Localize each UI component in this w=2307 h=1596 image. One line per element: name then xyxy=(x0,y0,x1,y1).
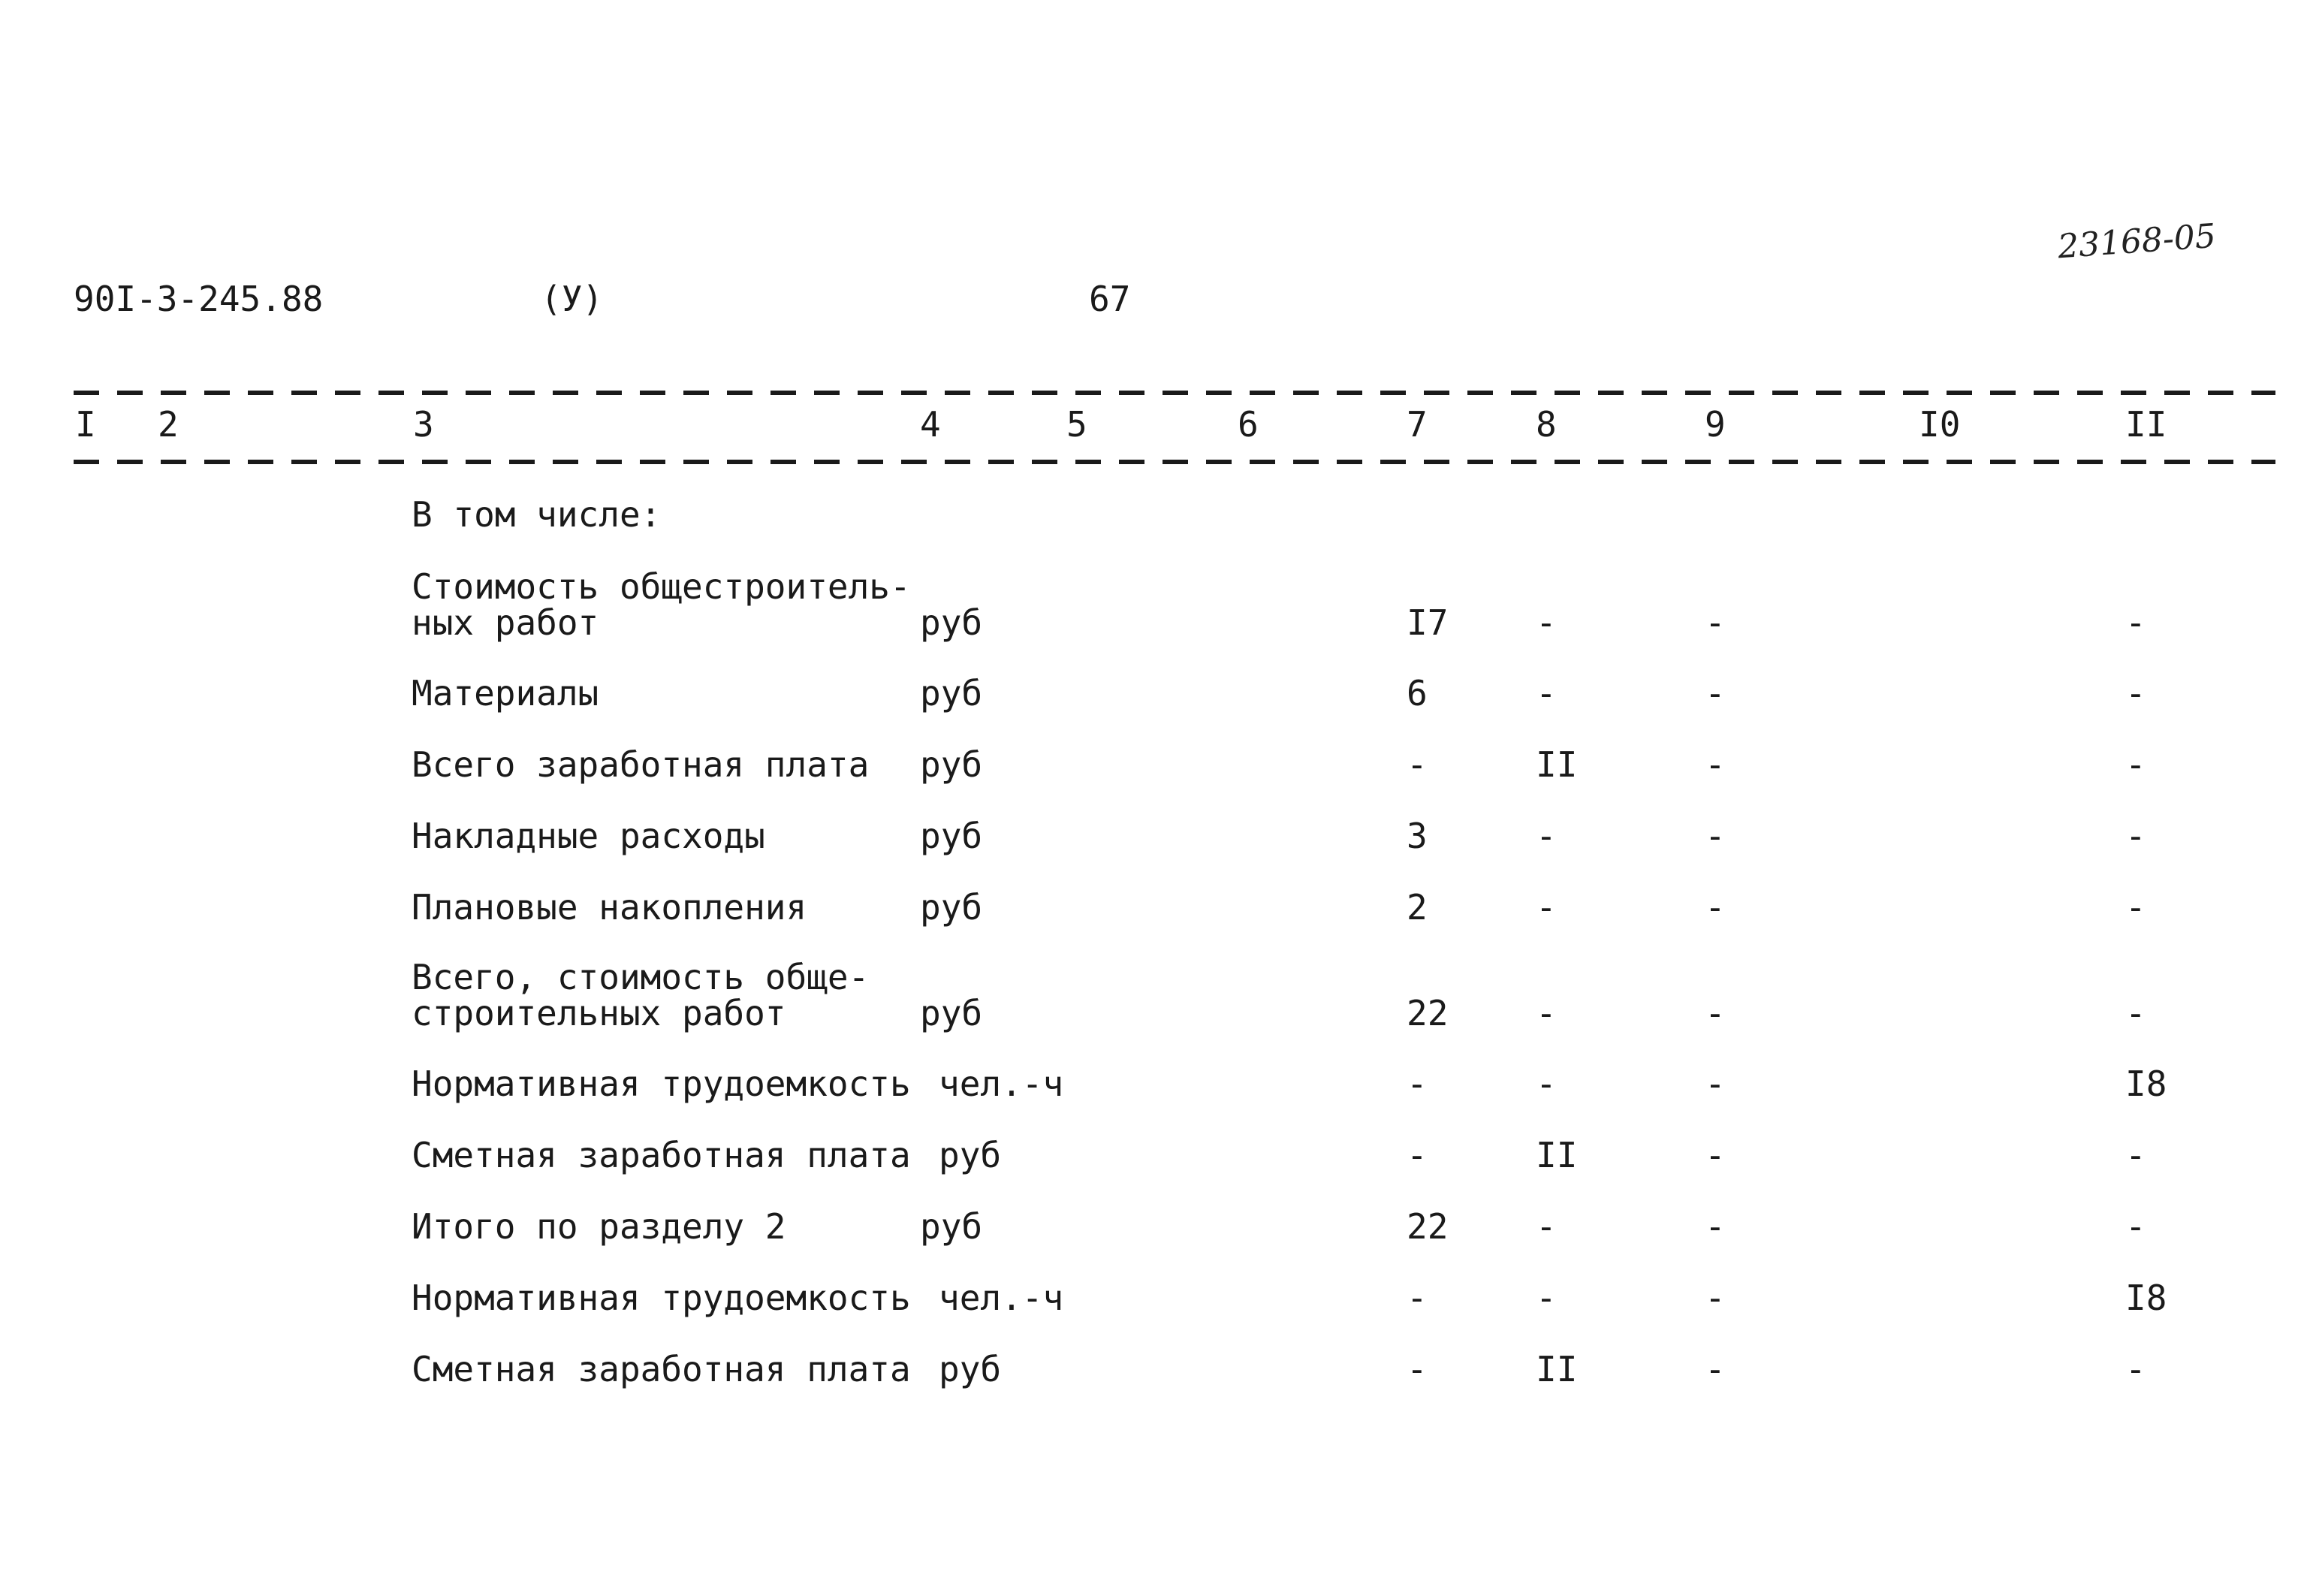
row-unit: руб xyxy=(939,1135,1002,1175)
row-col9: - xyxy=(1705,1206,1726,1247)
row-col8: II xyxy=(1536,1349,1578,1389)
row-col7: 22 xyxy=(1407,1206,1449,1247)
row-col11: I8 xyxy=(2125,1063,2167,1104)
row-unit: руб xyxy=(920,1206,983,1247)
row-col9: - xyxy=(1705,816,1726,856)
page-number: 67 xyxy=(1089,279,1131,319)
row-col7: - xyxy=(1407,744,1428,785)
row-col7: I7 xyxy=(1407,602,1449,643)
row-col9: - xyxy=(1705,602,1726,643)
row-name-line2: строительных работ xyxy=(412,993,786,1033)
row-name-line1: Стоимость общестроитель- xyxy=(412,566,911,607)
row-unit: руб xyxy=(920,602,983,643)
row-name-line1: Сметная заработная плата xyxy=(412,1135,911,1175)
column-header-10: I0 xyxy=(1919,404,1961,445)
row-unit: чел.-ч xyxy=(939,1278,1064,1318)
row-name-line2: ных работ xyxy=(412,602,599,643)
column-header-7: 7 xyxy=(1407,404,1428,445)
row-col11: - xyxy=(2125,673,2146,714)
header-top-rule xyxy=(74,391,2275,395)
row-name-line1: Нормативная трудоемкость xyxy=(412,1063,911,1104)
column-header-2: 2 xyxy=(158,404,179,445)
row-col7: - xyxy=(1407,1135,1428,1175)
column-header-6: 6 xyxy=(1238,404,1259,445)
column-header-11: II xyxy=(2125,404,2167,445)
row-col9: - xyxy=(1705,1278,1726,1318)
column-header-5: 5 xyxy=(1066,404,1087,445)
row-col11: I8 xyxy=(2125,1278,2167,1318)
section-caption: В том числе: xyxy=(412,494,662,535)
column-header-1: I xyxy=(75,404,96,445)
row-col11: - xyxy=(2125,744,2146,785)
row-col7: 3 xyxy=(1407,816,1428,856)
document-code: 90I-3-245.88 xyxy=(74,279,324,319)
row-unit: руб xyxy=(920,887,983,928)
row-unit: руб xyxy=(920,673,983,714)
row-col7: 6 xyxy=(1407,673,1428,714)
row-col9: - xyxy=(1705,887,1726,928)
row-name-line1: Материалы xyxy=(412,673,599,714)
document-mark: (У) xyxy=(541,279,604,319)
row-unit: руб xyxy=(920,744,983,785)
row-col11: - xyxy=(2125,602,2146,643)
row-col8: - xyxy=(1536,1063,1557,1104)
column-header-9: 9 xyxy=(1705,404,1726,445)
row-col8: - xyxy=(1536,1206,1557,1247)
row-col8: - xyxy=(1536,602,1557,643)
row-name-line1: Накладные расходы xyxy=(412,816,765,856)
column-header-3: 3 xyxy=(413,404,434,445)
row-col8: II xyxy=(1536,744,1578,785)
row-col9: - xyxy=(1705,744,1726,785)
row-col8: II xyxy=(1536,1135,1578,1175)
row-col9: - xyxy=(1705,1063,1726,1104)
row-name-line1: Всего, стоимость обще- xyxy=(412,957,870,997)
column-header-8: 8 xyxy=(1536,404,1557,445)
row-name-line1: Итого по разделу 2 xyxy=(412,1206,786,1247)
row-col8: - xyxy=(1536,673,1557,714)
column-header-4: 4 xyxy=(920,404,941,445)
row-col8: - xyxy=(1536,1278,1557,1318)
row-unit: чел.-ч xyxy=(939,1063,1064,1104)
row-name-line1: Нормативная трудоемкость xyxy=(412,1278,911,1318)
row-col8: - xyxy=(1536,816,1557,856)
row-col8: - xyxy=(1536,887,1557,928)
row-col9: - xyxy=(1705,1349,1726,1389)
row-col11: - xyxy=(2125,816,2146,856)
row-col11: - xyxy=(2125,993,2146,1033)
handwritten-note: 23168-05 xyxy=(2056,216,2218,267)
row-col7: 2 xyxy=(1407,887,1428,928)
row-col11: - xyxy=(2125,1349,2146,1389)
row-unit: руб xyxy=(920,993,983,1033)
row-name-line1: Всего заработная плата xyxy=(412,744,870,785)
row-unit: руб xyxy=(939,1349,1002,1389)
row-col9: - xyxy=(1705,673,1726,714)
row-col8: - xyxy=(1536,993,1557,1033)
row-col9: - xyxy=(1705,993,1726,1033)
row-col11: - xyxy=(2125,887,2146,928)
row-name-line1: Сметная заработная плата xyxy=(412,1349,911,1389)
header-bottom-rule xyxy=(74,460,2275,464)
row-col7: - xyxy=(1407,1349,1428,1389)
row-col7: - xyxy=(1407,1278,1428,1318)
row-name-line1: Плановые накопления xyxy=(412,887,807,928)
row-col7: - xyxy=(1407,1063,1428,1104)
row-col11: - xyxy=(2125,1206,2146,1247)
row-col11: - xyxy=(2125,1135,2146,1175)
row-col7: 22 xyxy=(1407,993,1449,1033)
row-col9: - xyxy=(1705,1135,1726,1175)
row-unit: руб xyxy=(920,816,983,856)
